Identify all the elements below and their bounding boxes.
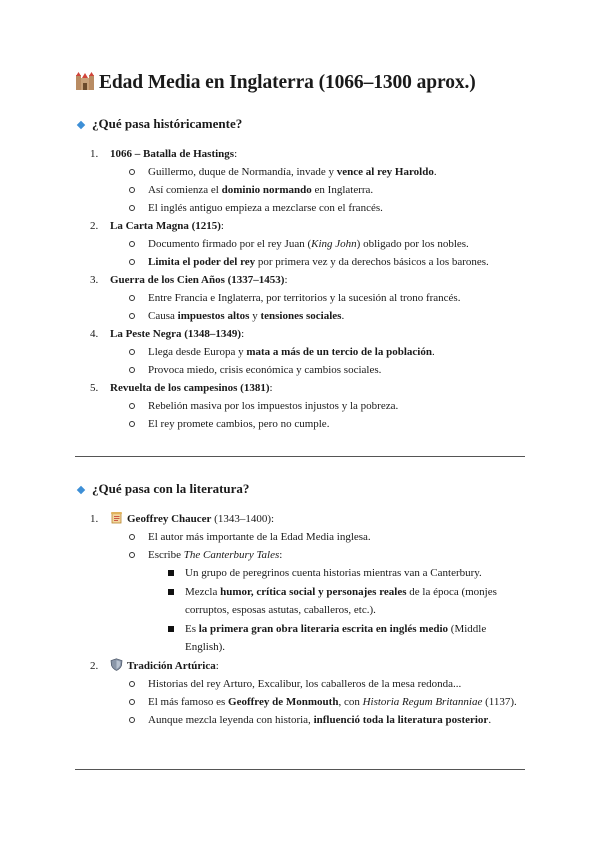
- history-list: [78, 145, 528, 433]
- sub-sub-item: Un grupo de peregrinos cuenta historias mientras van a Canterbury.: [148, 564, 528, 583]
- section-heading-literature: ¿Qué pasa con la literatura?: [75, 481, 249, 497]
- sub-item: Causa impuestos altos y tensiones sociales.: [110, 307, 528, 325]
- sub-item: Provoca miedo, crisis económica y cambios sociales.: [110, 361, 528, 379]
- sub-item: Documento firmado por el rey Juan (King John) obligado por los nobles.: [110, 235, 528, 253]
- sub-item: El rey promete cambios, pero no cumple.: [110, 415, 528, 433]
- list-item: 2. La Carta Magna (1215): Documento firmado por el rey Juan (King John) obligado por los nobles. Limita el poder del rey por primera vez y da derechos básicos a los barones.: [78, 217, 528, 271]
- sub-item: Entre Francia e Inglaterra, por territorios y la sucesión al trono francés.: [110, 289, 528, 307]
- page-title-text: Edad Media en Inglaterra (1066–1300 aprox.): [99, 72, 476, 93]
- divider: [75, 769, 525, 770]
- castle-icon: [75, 72, 95, 90]
- sub-item: Escribe The Canterbury Tales: Un grupo de peregrinos cuenta historias mientras van a Canterbury. Mezcla humor, crítica social y personajes reales de la época (monjes corruptos, esposas astutas, caballeros, etc.). Es la primera gran obra literaria escrita en inglés medio (Middle English).: [110, 546, 528, 657]
- page-title: [75, 72, 476, 94]
- list-item: 1. Geoffrey Chaucer (1343–1400): El autor más importante de la Edad Media inglesa. Escribe The Canterbury Tales: Un grupo de peregrinos cuenta historias mientras van a Canterbury. Mezcla humor, crítica social y personajes reales de la época (monjes corruptos, esposas astutas, caballeros, etc.). Es la primera gran obra literaria escrita en inglés medio (Middle English).: [78, 510, 528, 657]
- list-item: 1. 1066 – Batalla de Hastings: Guillermo, duque de Normandía, invade y vence al rey Haroldo. Así comienza el dominio normando en Inglaterra. El inglés antiguo empieza a mezclarse con el francés.: [78, 145, 528, 217]
- divider: [75, 456, 525, 457]
- sub-item: Llega desde Europa y mata a más de un tercio de la población.: [110, 343, 528, 361]
- sub-item: Guillermo, duque de Normandía, invade y vence al rey Haroldo.: [110, 163, 528, 181]
- section-heading-history: ¿Qué pasa históricamente?: [75, 116, 242, 132]
- literature-list: [78, 510, 528, 729]
- sub-item: Así comienza el dominio normando en Inglaterra.: [110, 181, 528, 199]
- sub-item: El más famoso es Geoffrey de Monmouth, con Historia Regum Britanniae (1137).: [110, 693, 528, 711]
- sub-item: Limita el poder del rey por primera vez y da derechos básicos a los barones.: [110, 253, 528, 271]
- list-item: 4. La Peste Negra (1348–1349): Llega desde Europa y mata a más de un tercio de la población. Provoca miedo, crisis económica y cambios sociales.: [78, 325, 528, 379]
- sub-sub-item: Mezcla humor, crítica social y personajes reales de la época (monjes corruptos, esposas astutas, caballeros, etc.).: [148, 583, 528, 620]
- list-item: 5. Revuelta de los campesinos (1381): Rebelión masiva por los impuestos injustos y la pobreza. El rey promete cambios, pero no cumple.: [78, 379, 528, 433]
- sub-item: Aunque mezcla leyenda con historia, influenció toda la literatura posterior.: [110, 711, 528, 729]
- list-item: 3. Guerra de los Cien Años (1337–1453): Entre Francia e Inglaterra, por territorios y la sucesión al trono francés. Causa impuestos altos y tensiones sociales.: [78, 271, 528, 325]
- bullet-diamond-icon: [77, 120, 85, 128]
- sub-item: El inglés antiguo empieza a mezclarse con el francés.: [110, 199, 528, 217]
- sub-sub-item: Es la primera gran obra literaria escrita en inglés medio (Middle English).: [148, 620, 528, 657]
- shield-icon: [110, 658, 123, 671]
- sub-item: Rebelión masiva por los impuestos injustos y la pobreza.: [110, 397, 528, 415]
- sub-item: Historias del rey Arturo, Excalibur, los caballeros de la mesa redonda...: [110, 675, 528, 693]
- scroll-icon: [110, 511, 123, 524]
- sub-item: El autor más importante de la Edad Media inglesa.: [110, 528, 528, 546]
- bullet-diamond-icon: [77, 485, 85, 493]
- list-item: 2. Tradición Artúrica: Historias del rey Arturo, Excalibur, los caballeros de la mesa redonda... El más famoso es Geoffrey de Monmouth, con Historia Regum Britanniae (1137). Aunque mezcla leyenda con historia, influenció toda la literatura posterior.: [78, 657, 528, 729]
